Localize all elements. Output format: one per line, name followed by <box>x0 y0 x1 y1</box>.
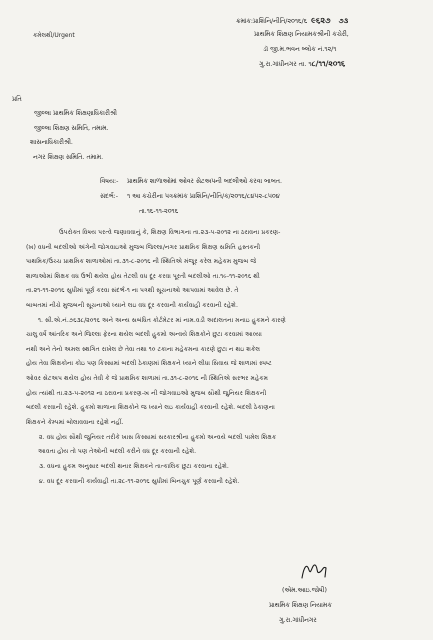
body-line: બદલી કરવાની રહેશે. હુકમો શાળાના શિક્ષકોને જ ધ્યાને લઇ કાર્યવાહી કરવાની રહેશે. બદલી ઠેકાણના <box>26 404 275 411</box>
body-line: ચાલુ વર્ષે આંતરિક અને જિલ્લા ફેરના થયેલ બદલી હુકમો અન્વયે શિક્ષકોને છુટા કરવામાં આવ્યા <box>26 331 262 338</box>
signatory-designation: પ્રાથમિક શિક્ષણ નિયામક <box>269 602 332 609</box>
signatory-name: (એમ.આઇ.જોષી) <box>282 587 327 594</box>
date-prefix: ગુ.રા.ગાંધીનગર તા. ૧ <box>259 61 312 68</box>
subject-text: પ્રાથમિક શાળાઓમાં ઓવર સેટઅપની બદલીઓ કરવા બાબત. <box>127 178 282 185</box>
letter-date <box>259 60 345 69</box>
recipient-line-2: જીલ્લા શિક્ષણ સમિતિ, તમામ. <box>34 125 109 132</box>
recipient-line-1: જીલ્લા પ્રાથમિક શિક્ષણાધિકારીશ્રી <box>34 110 117 117</box>
body-line: આવતા હોય તો પણ તેઓની બદલી કરીને વધ દૂર કરવાની રહેશે. <box>38 448 197 455</box>
body-line: ૧. સી.એ.નં.૭૬૩૮/૨૦૧૬ અને અન્ય સબંધિત કોર્ટમેટર માં નામ.વડી અદાલતના મનાઇ હુકમને કારણે <box>38 317 286 324</box>
reference-handwritten-number: ૯૬૨૭ <box>311 15 331 25</box>
recipient-prati: પ્રતિ <box>12 96 22 103</box>
reference-label: સંદર્ભ:- <box>100 193 119 200</box>
body-line: ઉપરોક્ત વિષય પરત્વે જણાવવાનું કે, શિક્ષણ વિભાગના તા.૨૩-૫-૨૦૧૨ ના ઠરાવના પ્રકરણ- <box>59 229 281 236</box>
body-line: તા.૨૧-૧૧-૨૦૧૬ સુધીમાં પૂર્ણ કરવા સંદર્ભ-૧ ના પત્રથી સૂચનાઓ આપવામાં આવેલ છે. તે <box>26 287 239 294</box>
urgency-label: કમેલથી/Urgent <box>33 32 75 39</box>
body-line: હોય તેવા શિક્ષકોના કોઇ પણ કિસ્સામાં બદલી ઠેકાણમાં શિક્ષકને ધ્યાને લીધા સિવાય જે શાળામાં સ્પષ્ટ <box>26 360 272 367</box>
body-line: ૩. વધના હુકમ અનુસાર બદલી થનાર શિક્ષકને તાત્કાલિક છુટા કરવાના રહેશે. <box>39 463 229 470</box>
body-line: હોય ત્યાંથી તા.૨૩-૫-૨૦૧૨ ના ઠરાવના પ્રકરણ-ખ ની જોગવાઇઓ મુજબ સૌથી જુનિયર શિક્ષકની <box>26 390 267 397</box>
body-line: નથી અને તેનો અમલ સ્થગિત રાખેલ છે તેવા તથા ૧૦ ટકાના મહેકમના કારણે છુટા ન થઇ શકેલ <box>26 346 261 353</box>
body-line: પાથમિક/ઉચ્ચ પ્રાથમિક શાળાઓમાં તા.૩૧-૮-૨૦૧૬ ની સ્થિતિએ મંજૂર કરેલ મહેકમ મુજબ જે <box>26 258 257 265</box>
handwritten-signature <box>299 560 329 582</box>
office-address: ડૉ જી.મ.ભવન બ્લોક નં.૧૨/૧ <box>263 46 337 53</box>
reference-text: ૧ આ કચેરીના પત્રક્રમાંક પ્રાશિનિ/નીતિ/ક/૨૦૧૬/૮૪૫૨-૮૫૦૪ <box>127 193 280 200</box>
office-name: પ્રાથમિક શિક્ષણ નિયામકશ્રીની કચેરી, <box>254 31 349 38</box>
reference-date: તા.૧૬-૧૧-૨૦૧૬ <box>139 208 179 215</box>
recipient-line-4: નગર શિક્ષણ સમિતિ. તમામ. <box>33 154 104 161</box>
date-handwritten: ૮/૧૧/૨૦૧૬ <box>311 59 346 68</box>
body-line: શાળાઓમાં શિક્ષક વધ ઉભી થયેલ હોય તેટલી વધ દૂર કરવા પૂરતી બદલીઓ તા.૧૯-૧૧-૨૦૧૬ થી <box>26 273 260 280</box>
reference-number <box>236 16 348 26</box>
body-line: ૨. વધ હોય સૌથી જુનિયર તરીકે ખાસ કિસ્સામાં સરકારશ્રીના હુકમો અન્વયે બદલી પામેલ શિક્ષક <box>39 434 277 441</box>
body-line: (ખ) વધની બદલીઓ અંગેની જોગવાઇઓ મુજબ જિલ્લા/નગર પ્રાથમિક શિક્ષણ સમિતિ હસ્તકની <box>26 244 261 251</box>
body-line: શિક્ષકને કેમ્પમાં બોલાવવાના રહેશે નહીં. <box>26 419 124 426</box>
signatory-place: ગુ.રા.ગાંધીનગર <box>279 617 317 624</box>
recipient-line-3: શાસનાધિકારીશ્રી. <box>30 139 73 146</box>
body-line: ૪. વધ દૂર કરવાની કાર્યવાહી તા.૨૮-૧૧-૨૦૧૬ સુધીમાં બિનચુક પૂર્ણ કરવાની રહેશે. <box>39 478 240 485</box>
subject-label: વિષય:- <box>100 178 119 185</box>
body-line: બાબતમાં નીચે મુજબની સૂચનાઓ ધ્યાને લઇ વધ દૂર કરવાની કાર્યવાહી કરવાની રહેશે. <box>26 302 238 309</box>
reference-handwritten-suffix: ૭૩ <box>338 16 349 25</box>
body-line: ઓવર સેટઅપ થયેલ હોય તેવી કે જે પ્રાથમિક શાળામાં તા.૩૧-૮-૨૦૧૬ ની સ્થિતિએ સરભર મહેકમ <box>26 375 268 382</box>
reference-prefix: ક્રમાંક:પ્રાશિનિ/નીતિ/૨૦૧૬/૬ <box>236 18 308 25</box>
